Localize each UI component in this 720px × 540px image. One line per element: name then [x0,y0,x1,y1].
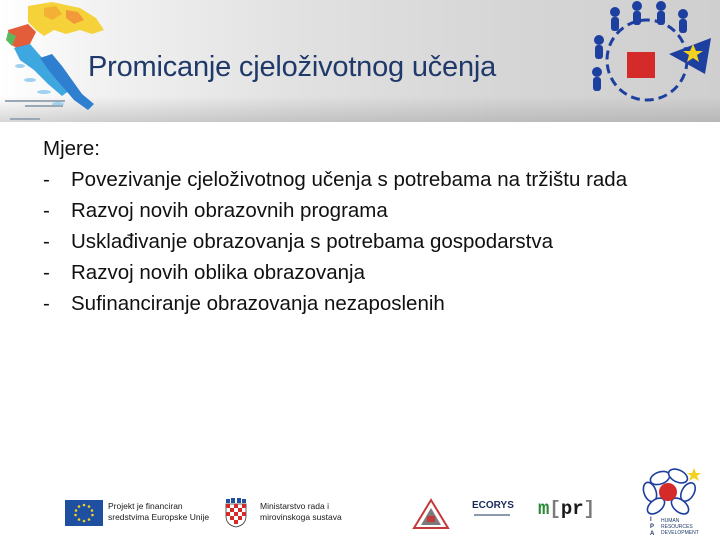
human-chain-emblem [585,0,720,120]
list-item [43,288,693,319]
mpr-logo-m: m [538,498,550,520]
bullet-dash: - [43,230,50,253]
eu-funding-line-2: sredstvima Europske Unije [108,512,210,522]
eu-funding-text [108,501,209,523]
list-item-text: Razvoj novih oblika obrazovanja [71,261,366,284]
footer-logos [0,460,720,540]
ministry-line-1: Ministarstvo rada i [260,501,329,511]
ipa-label: I P A [650,517,655,537]
list-item [43,164,693,195]
ecorys-logo-text: ECORYS [472,500,514,511]
eu-flag-icon [65,500,103,526]
mpr-logo-bracket-open: [ [549,498,561,520]
croatian-coat-of-arms-icon [224,498,248,528]
eu-funding-line-1: Projekt je financiran [108,501,183,511]
header-banner [0,0,720,122]
badge-logo-icon [412,498,450,532]
mpr-logo-bracket-close: ] [583,498,596,520]
list-item-text: Sufinanciranje obrazovanja nezaposlenih [71,292,445,315]
ministry-text [260,501,342,523]
map-caption-lines [5,97,115,121]
list-item [43,226,693,257]
list-item [43,195,693,226]
page-title: Promicanje cjeloživotnog učenja [88,51,497,83]
ecorys-tagline-line [474,514,510,516]
measures-heading: Mjere: [43,137,100,160]
list-item-text: Povezivanje cjeloživotnog učenja s potrebama na tržištu rada [71,168,628,191]
mpr-logo [538,498,595,520]
ministry-line-2: mirovinskoga sustava [260,512,342,522]
bullet-dash: - [43,199,50,222]
bullet-dash: - [43,168,50,191]
bullet-dash: - [43,261,50,284]
slide-body [43,133,693,319]
list-item-text: Razvoj novih obrazovnih programa [71,199,388,222]
mpr-logo-pr: pr [560,498,584,520]
list-item [43,257,693,288]
list-item-text: Usklađivanje obrazovanja s potrebama gospodarstva [71,230,554,253]
bullet-dash: - [43,292,50,315]
measures-list [43,164,693,319]
hrd-label: HUMAN RESOURCES DEVELOPMENT [661,518,699,536]
